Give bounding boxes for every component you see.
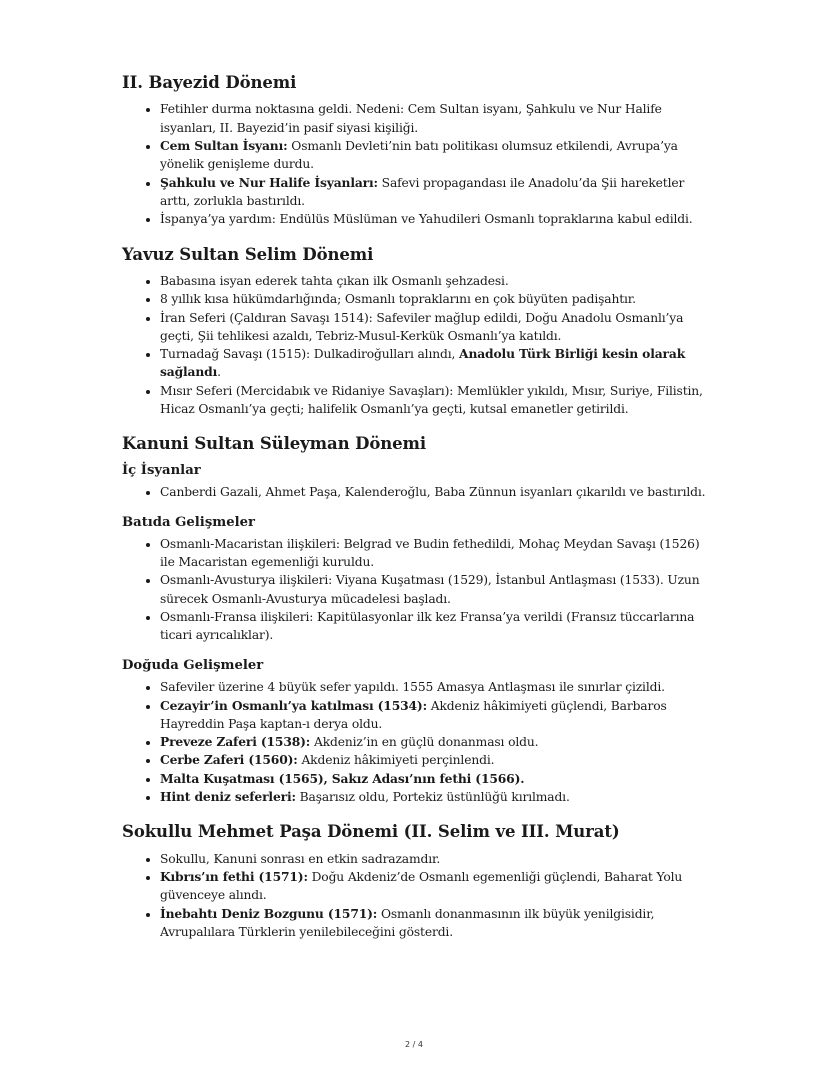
bullet-list xyxy=(122,272,712,418)
list-item: • Cezayir’in Osmanlı’ya katılması (1534): Akdeniz hâkimiyeti güçlendi, Barbaros Hayreddin Paşa kaptan-ı derya oldu. xyxy=(160,697,712,734)
page-number: 2 / 4 xyxy=(405,1040,423,1049)
list-item: • Mısır Seferi (Mercidabık ve Ridaniye Savaşları): Memlükler yıkıldı, Mısır, Suriye, Filistin, Hicaz Osmanlı’ya geçti; halifelik Osmanlı’ya geçti, kutsal emanetler getirildi. xyxy=(160,382,712,419)
list-item: • 8 yıllık kısa hükümdarlığında; Osmanlı topraklarını en çok büyüten padişahtır. xyxy=(160,290,712,308)
list-item: • Fetihler durma noktasına geldi. Nedeni: Cem Sultan isyanı, Şahkulu ve Nur Halife isyanları, II. Bayezid’in pasif siyasi kişiliği. xyxy=(160,100,712,137)
subsection-batida xyxy=(122,514,712,645)
list-item: • Babasına isyan ederek tahta çıkan ilk Osmanlı şehzadesi. xyxy=(160,272,712,290)
list-item: • Canberdi Gazali, Ahmet Paşa, Kalenderoğlu, Baba Zünnun isyanları çıkarıldı ve bastırıldı. xyxy=(160,483,712,501)
bullet-list xyxy=(122,678,712,806)
list-item: • İran Seferi (Çaldıran Savaşı 1514): Safeviler mağlup edildi, Doğu Anadolu Osmanlı’ya geçti, Şii tehlikesi azaldı, Tebriz-Musul-Kerkük Osmanlı’ya katıldı. xyxy=(160,309,712,346)
section-bayezid xyxy=(122,72,712,229)
section-title: II. Bayezid Dönemi xyxy=(122,73,297,92)
bullet-list xyxy=(122,850,712,941)
subsection-ic-isyanlar xyxy=(122,462,712,501)
section-sokullu xyxy=(122,821,712,941)
list-item: • İspanya’ya yardım: Endülüs Müslüman ve Yahudileri Osmanlı topraklarına kabul edildi. xyxy=(160,210,712,228)
section-title: Kanuni Sultan Süleyman Dönemi xyxy=(122,434,427,454)
subsection-title: Doğuda Gelişmeler xyxy=(122,658,264,674)
list-item: • Sokullu, Kanuni sonrası en etkin sadrazamdır. xyxy=(160,850,712,868)
list-item: • Kıbrıs’ın fethi (1571): Doğu Akdeniz’de Osmanlı egemenliği güçlendi, Baharat Yolu güvenceye alındı. xyxy=(160,868,712,905)
list-item: • Turnadağ Savaşı (1515): Dulkadiroğulları alındı, Anadolu Türk Birliği kesin olarak sağlandı. xyxy=(160,345,712,382)
subsection-doguda xyxy=(122,657,712,806)
bullet-list xyxy=(122,535,712,645)
list-item: • Malta Kuşatması (1565), Sakız Adası’nın fethi (1566). xyxy=(160,770,712,788)
section-title: Sokullu Mehmet Paşa Dönemi (II. Selim ve III. Murat) xyxy=(122,822,620,842)
list-item: • Preveze Zaferi (1538): Akdeniz’in en güçlü donanması oldu. xyxy=(160,733,712,751)
section-kanuni xyxy=(122,433,712,806)
subsection-title: Batıda Gelişmeler xyxy=(122,514,255,530)
list-item: • Hint deniz seferleri: Başarısız oldu, Portekiz üstünlüğü kırılmadı. xyxy=(160,788,712,806)
bullet-list xyxy=(122,100,712,228)
document-content xyxy=(122,72,712,956)
list-item: • Osmanlı-Avusturya ilişkileri: Viyana Kuşatması (1529), İstanbul Antlaşması (1533). Uzun sürecek Osmanlı-Avusturya mücadelesi başladı. xyxy=(160,571,712,608)
list-item: • Osmanlı-Fransa ilişkileri: Kapitülasyonlar ilk kez Fransa’ya verildi (Fransız tüccarlarına ticari ayrıcalıklar). xyxy=(160,608,712,645)
list-item: • Osmanlı-Macaristan ilişkileri: Belgrad ve Budin fethedildi, Mohaç Meydan Savaşı (1526) ile Macaristan egemenliği kuruldu. xyxy=(160,535,712,572)
section-title: Yavuz Sultan Selim Dönemi xyxy=(122,244,374,264)
list-item: • İnebahtı Deniz Bozgunu (1571): Osmanlı donanmasının ilk büyük yenilgisidir, Avrupalılara Türklerin yenilebileceğini gösterdi. xyxy=(160,905,712,942)
list-item: • Cem Sultan İsyanı: Osmanlı Devleti’nin batı politikası olumsuz etkilendi, Avrupa’ya yönelik genişleme durdu. xyxy=(160,137,712,174)
list-item: • Cerbe Zaferi (1560): Akdeniz hâkimiyeti perçinlendi. xyxy=(160,751,712,769)
list-item: • Şahkulu ve Nur Halife İsyanları: Safevi propagandası ile Anadolu’da Şii hareketler arttı, zorlukla bastırıldı. xyxy=(160,174,712,211)
section-yavuz xyxy=(122,244,712,419)
subsection-title: İç İsyanlar xyxy=(122,462,201,478)
list-item: • Safeviler üzerine 4 büyük sefer yapıldı. 1555 Amasya Antlaşması ile sınırlar çizildi. xyxy=(160,678,712,696)
bullet-list xyxy=(122,483,712,501)
